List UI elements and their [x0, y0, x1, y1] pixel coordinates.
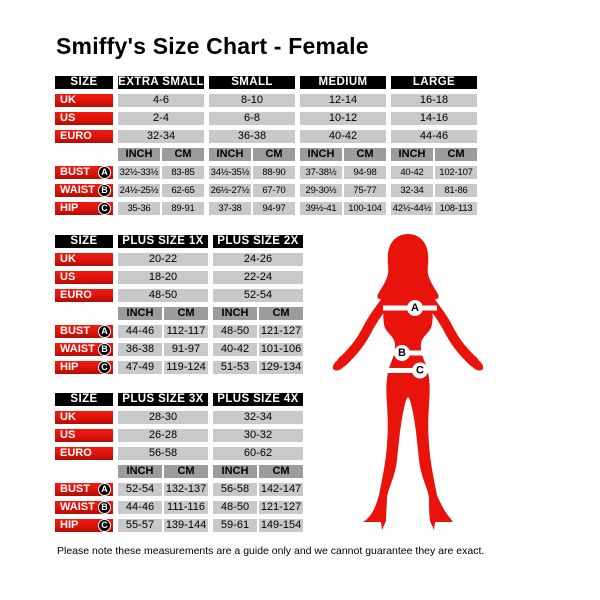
unit-cell-inch: INCH	[300, 148, 342, 161]
header-cell-extra-small: EXTRA SMALL	[118, 76, 204, 88]
value-cell: 24-26	[213, 253, 303, 266]
measure-pair	[213, 519, 303, 532]
unit-pair	[213, 465, 303, 478]
measure-label-waist	[55, 343, 113, 356]
measure-row-bust	[55, 166, 477, 179]
measure-pair	[213, 343, 303, 356]
value-cell: 52-54	[213, 289, 303, 302]
value-cell: 32-34	[391, 184, 433, 197]
value-cell: 48-50	[118, 289, 208, 302]
measure-pair	[118, 325, 208, 338]
unit-cell-cm: CM	[259, 307, 303, 320]
unit-pair	[118, 307, 208, 320]
measure-pair	[209, 184, 295, 197]
unit-pair	[391, 148, 477, 161]
size-row-euro	[55, 447, 303, 460]
unit-cell-cm: CM	[435, 148, 477, 161]
value-cell: 91-97	[164, 343, 208, 356]
value-cell: 83-85	[162, 166, 204, 179]
value-cell: 56-58	[213, 483, 257, 496]
unit-cell-cm: CM	[164, 465, 208, 478]
header-cell-medium: MEDIUM	[300, 76, 386, 89]
measure-row-hip	[55, 361, 303, 374]
units-row-spacer	[55, 465, 113, 478]
measure-badge-c: C	[98, 361, 111, 374]
size-row-uk	[55, 253, 303, 266]
value-cell: 139-144	[165, 519, 207, 531]
value-cell: 62-65	[162, 184, 204, 197]
units-row	[55, 307, 303, 320]
value-cell: 12-14	[300, 94, 386, 107]
measure-label-text: HIP	[60, 361, 79, 373]
row-label-us: US	[55, 271, 113, 284]
unit-cell-inch: INCH	[213, 465, 257, 478]
measure-pair	[391, 184, 477, 197]
value-cell: 34½-35½	[210, 167, 250, 178]
value-cell: 94-97	[253, 202, 295, 215]
value-cell: 2-4	[118, 112, 204, 125]
value-cell: 56-58	[118, 447, 208, 460]
measure-label-text: WAIST	[60, 184, 95, 196]
unit-cell-inch: INCH	[118, 307, 162, 320]
measure-pair	[118, 483, 208, 496]
size-row-euro	[55, 130, 477, 143]
measure-badge-b: B	[98, 184, 111, 197]
measure-pair	[213, 361, 303, 374]
value-cell: 37-38½	[300, 166, 342, 179]
value-cell: 60-62	[213, 447, 303, 460]
value-cell: 129-134	[260, 361, 302, 373]
unit-cell-cm: CM	[344, 148, 386, 161]
unit-cell-cm: CM	[164, 307, 208, 320]
measure-row-hip	[55, 202, 477, 215]
measure-row-hip	[55, 519, 303, 532]
waist-badge-letter: B	[398, 347, 406, 359]
measure-pair	[209, 166, 295, 179]
value-cell: 119-124	[164, 361, 208, 374]
bust-badge-letter: A	[411, 302, 419, 314]
value-cell: 18-20	[118, 271, 208, 284]
header-cell-large: LARGE	[391, 76, 477, 89]
measure-badge-a: A	[98, 325, 111, 338]
hip-band	[380, 368, 437, 373]
measure-pair	[118, 166, 204, 179]
row-label-us: US	[55, 112, 113, 125]
header-cell-small: SMALL	[209, 76, 295, 89]
header-cell-plus-2x: PLUS SIZE 2X	[213, 235, 303, 248]
value-cell: 22-24	[213, 271, 303, 284]
value-cell: 55-57	[118, 519, 162, 532]
measure-pair	[209, 202, 295, 215]
value-cell: 51-53	[213, 361, 257, 374]
value-cell: 100-104	[344, 202, 386, 215]
measure-pair	[213, 501, 303, 514]
value-cell: 47-49	[118, 361, 162, 374]
header-cell-plus-3x: PLUS SIZE 3X	[118, 393, 208, 406]
measure-pair	[118, 184, 204, 197]
measure-label-text: BUST	[60, 166, 90, 178]
measure-label-waist	[55, 501, 113, 514]
measure-pair	[391, 202, 477, 215]
size-row-uk	[55, 411, 303, 424]
size-row-us	[55, 271, 303, 284]
value-cell: 121-127	[260, 501, 302, 513]
value-cell: 14-16	[391, 112, 477, 125]
value-cell: 52-54	[118, 483, 162, 496]
measure-label-text: WAIST	[60, 343, 95, 355]
value-cell: 111-116	[164, 501, 208, 514]
measure-pair	[118, 501, 208, 514]
measure-badge-b: B	[98, 343, 111, 356]
units-row	[55, 148, 477, 161]
size-table-standard	[55, 76, 477, 220]
value-cell: 37-38	[209, 202, 251, 215]
measure-badge-b: B	[98, 501, 111, 514]
row-label-euro: EURO	[55, 447, 113, 460]
unit-cell-cm: CM	[259, 465, 303, 478]
female-silhouette-figure	[328, 232, 488, 532]
measure-label-text: BUST	[60, 325, 90, 337]
value-cell: 89-91	[162, 202, 204, 215]
value-cell: 39½-41	[300, 202, 342, 215]
value-cell: 132-137	[165, 483, 207, 495]
value-cell: 36-38	[118, 343, 162, 356]
value-cell: 102-107	[435, 166, 477, 179]
measure-row-bust	[55, 483, 303, 496]
size-table-plus-3x-4x	[55, 393, 303, 537]
value-cell: 67-70	[253, 184, 295, 197]
value-cell: 142-147	[260, 483, 302, 495]
units-row-spacer	[55, 148, 113, 161]
header-cell-size: SIZE	[55, 393, 113, 406]
measure-label-waist	[55, 184, 113, 197]
measure-pair	[300, 166, 386, 179]
measure-pair	[391, 166, 477, 179]
row-label-uk: UK	[55, 94, 113, 107]
measure-label-text: HIP	[60, 202, 79, 214]
unit-cell-inch: INCH	[391, 148, 433, 161]
measure-row-waist	[55, 501, 303, 514]
value-cell: 59-61	[213, 519, 257, 532]
value-cell: 40-42	[300, 130, 386, 143]
header-row	[55, 393, 303, 406]
measure-label-hip	[55, 202, 113, 215]
size-table-plus-1x-2x	[55, 235, 303, 379]
value-cell: 4-6	[118, 94, 204, 107]
value-cell: 28-30	[118, 411, 208, 424]
measure-pair	[300, 184, 386, 197]
units-row-spacer	[55, 307, 113, 320]
measure-pair	[118, 202, 204, 215]
header-cell-size: SIZE	[55, 235, 113, 248]
value-cell: 121-127	[260, 325, 302, 337]
measure-row-waist	[55, 343, 303, 356]
header-cell-size: SIZE	[55, 76, 113, 89]
row-label-uk: UK	[55, 253, 113, 266]
value-cell: 75-77	[344, 184, 386, 197]
header-cell-plus-4x: PLUS SIZE 4X	[213, 393, 303, 406]
value-cell: 16-18	[391, 94, 477, 107]
value-cell: 48-50	[213, 501, 257, 514]
unit-cell-inch: INCH	[209, 148, 251, 161]
unit-pair	[209, 148, 295, 161]
value-cell: 112-117	[164, 325, 208, 338]
row-label-euro: EURO	[55, 289, 113, 302]
measure-pair	[118, 343, 208, 356]
measure-pair	[213, 325, 303, 338]
measure-label-hip	[55, 361, 113, 374]
value-cell: 44-46	[118, 501, 162, 514]
unit-cell-inch: INCH	[213, 307, 257, 320]
measure-label-bust	[55, 325, 113, 338]
measure-label-bust	[55, 483, 113, 496]
unit-cell-inch: INCH	[118, 148, 160, 161]
value-cell: 42½-44½	[392, 203, 432, 214]
value-cell: 40-42	[213, 343, 257, 356]
measure-label-text: HIP	[60, 519, 79, 531]
page-title: Smiffy's Size Chart - Female	[56, 33, 369, 59]
header-row	[55, 235, 303, 248]
measure-pair	[118, 519, 208, 532]
value-cell: 108-113	[435, 202, 477, 215]
measure-badge-c: C	[98, 202, 111, 215]
measure-pair	[118, 361, 208, 374]
header-row	[55, 76, 477, 89]
value-cell: 20-22	[118, 253, 208, 266]
disclaimer-text: Please note these measurements are a guide only and we cannot guarantee they are exact.	[57, 545, 485, 557]
value-cell: 44-46	[391, 130, 477, 143]
unit-cell-inch: INCH	[118, 465, 162, 478]
value-cell: 10-12	[300, 112, 386, 125]
measure-pair	[300, 202, 386, 215]
unit-pair	[118, 148, 204, 161]
measure-badge-a: A	[98, 166, 111, 179]
measure-label-bust	[55, 166, 113, 179]
measure-badge-a: A	[98, 483, 111, 496]
measure-badge-c: C	[98, 519, 111, 532]
value-cell: 32-34	[213, 411, 303, 424]
value-cell: 94-98	[344, 166, 386, 179]
value-cell: 8-10	[209, 94, 295, 107]
value-cell: 149-154	[260, 519, 302, 531]
row-label-uk: UK	[55, 411, 113, 424]
measure-pair	[213, 483, 303, 496]
size-row-us	[55, 112, 477, 125]
value-cell: 32½-33½	[119, 167, 159, 178]
value-cell: 35-36	[118, 202, 160, 215]
value-cell: 101-106	[260, 343, 302, 355]
measure-row-waist	[55, 184, 477, 197]
value-cell: 26½-27½	[210, 185, 250, 196]
value-cell: 24½-25½	[119, 185, 159, 196]
row-label-euro: EURO	[55, 130, 113, 143]
value-cell: 26-28	[118, 429, 208, 442]
value-cell: 29-30½	[300, 184, 342, 197]
unit-cell-cm: CM	[162, 148, 204, 161]
row-label-us: US	[55, 429, 113, 442]
measure-row-bust	[55, 325, 303, 338]
value-cell: 36-38	[209, 130, 295, 143]
size-row-euro	[55, 289, 303, 302]
hip-badge-letter: C	[416, 364, 424, 377]
measure-label-text: WAIST	[60, 501, 95, 513]
value-cell: 88-90	[253, 166, 295, 179]
value-cell: 81-86	[435, 184, 477, 197]
value-cell: 44-46	[118, 325, 162, 338]
header-cell-plus-1x: PLUS SIZE 1X	[118, 235, 208, 248]
value-cell: 40-42	[391, 166, 433, 179]
value-cell: 30-32	[213, 429, 303, 442]
unit-pair	[300, 148, 386, 161]
size-row-uk	[55, 94, 477, 107]
unit-cell-cm: CM	[253, 148, 295, 161]
unit-pair	[118, 465, 208, 478]
measure-label-hip	[55, 519, 113, 532]
size-row-us	[55, 429, 303, 442]
value-cell: 6-8	[209, 112, 295, 125]
value-cell: 48-50	[213, 325, 257, 338]
units-row	[55, 465, 303, 478]
unit-pair	[213, 307, 303, 320]
value-cell: 32-34	[118, 130, 204, 143]
measure-label-text: BUST	[60, 483, 90, 495]
